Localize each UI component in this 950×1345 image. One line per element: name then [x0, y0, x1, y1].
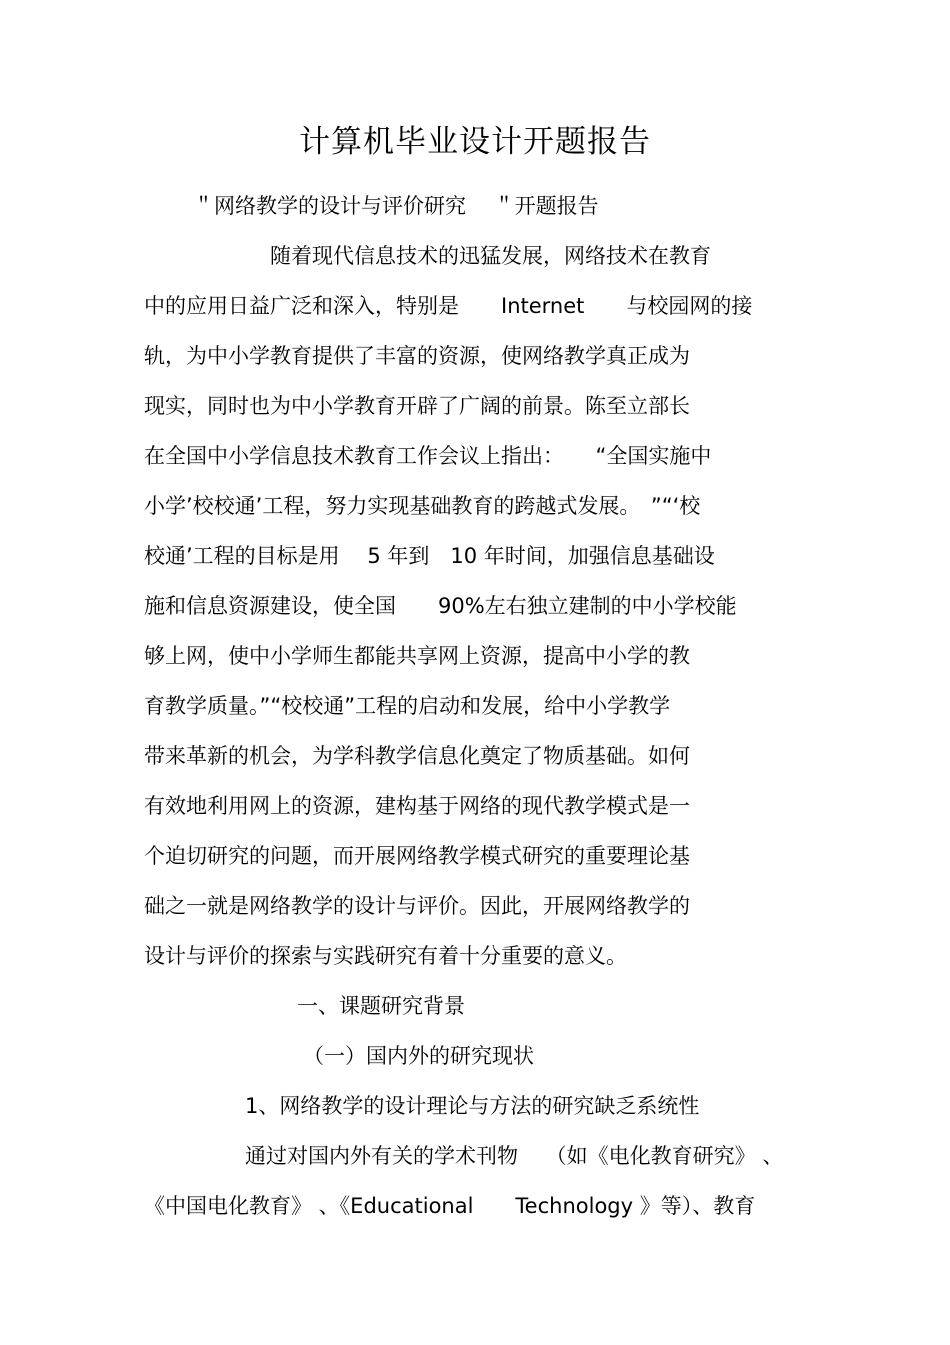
paragraph-line: 中的应用日益广泛和深入，特别是 Internet 与校园网的接: [144, 294, 753, 318]
paragraph-line: 育教学质量。”“校校通”工程的启动和发展，给中小学教学: [144, 694, 671, 718]
paragraph-line: 校通’工程的目标是用 5 年到 10 年时间，加强信息基础设: [144, 544, 715, 568]
paragraph-line: 随着现代信息技术的迅猛发展，网络技术在教育: [270, 244, 711, 268]
section-heading: 一、课题研究背景: [297, 994, 465, 1018]
paragraph-line: 轨，为中小学教育提供了丰富的资源，使网络教学真正成为: [144, 344, 690, 368]
paragraph-line: 个迫切研究的问题，而开展网络教学模式研究的重要理论基: [144, 844, 690, 868]
document-title: 计算机毕业设计开题报告: [299, 124, 651, 160]
paragraph-line: 现实，同时也为中小学教育开辟了广阔的前景。陈至立部长: [144, 394, 690, 418]
paragraph-line: 够上网，使中小学师生都能共享网上资源，提高中小学的教: [144, 644, 690, 668]
paragraph-line: 在全国中小学信息技术教育工作会议上指出： “全国实施中: [144, 444, 712, 468]
paragraph-line: 有效地利用网上的资源，建构基于网络的现代教学模式是一: [144, 794, 690, 818]
subtitle: ＂网络教学的设计与评价研究 ＂开题报告: [193, 194, 599, 218]
paragraph-line: 施和信息资源建设，使全国 90%左右独立建制的中小学校能: [144, 594, 737, 618]
paragraph-line: 础之一就是网络教学的设计与评价。因此，开展网络教学的: [144, 894, 690, 918]
paragraph-line: 设计与评价的探索与实践研究有着十分重要的意义。: [144, 944, 627, 968]
subsection-heading: （一）国内外的研究现状: [303, 1044, 534, 1068]
paragraph-line: 通过对国内外有关的学术刊物 （如《电化教育研究》 、: [245, 1144, 784, 1168]
paragraph-line: 小学’校校通’工程，努力实现基础教育的跨越式发展。 ”“‘校: [144, 494, 701, 518]
subsubsection-heading: 1、网络教学的设计理论与方法的研究缺乏系统性: [245, 1094, 700, 1118]
paragraph-line: 《中国电化教育》 、《Educational Technology 》等）、教育: [144, 1194, 756, 1218]
paragraph-line: 带来革新的机会，为学科教学信息化奠定了物质基础。如何: [144, 744, 690, 768]
